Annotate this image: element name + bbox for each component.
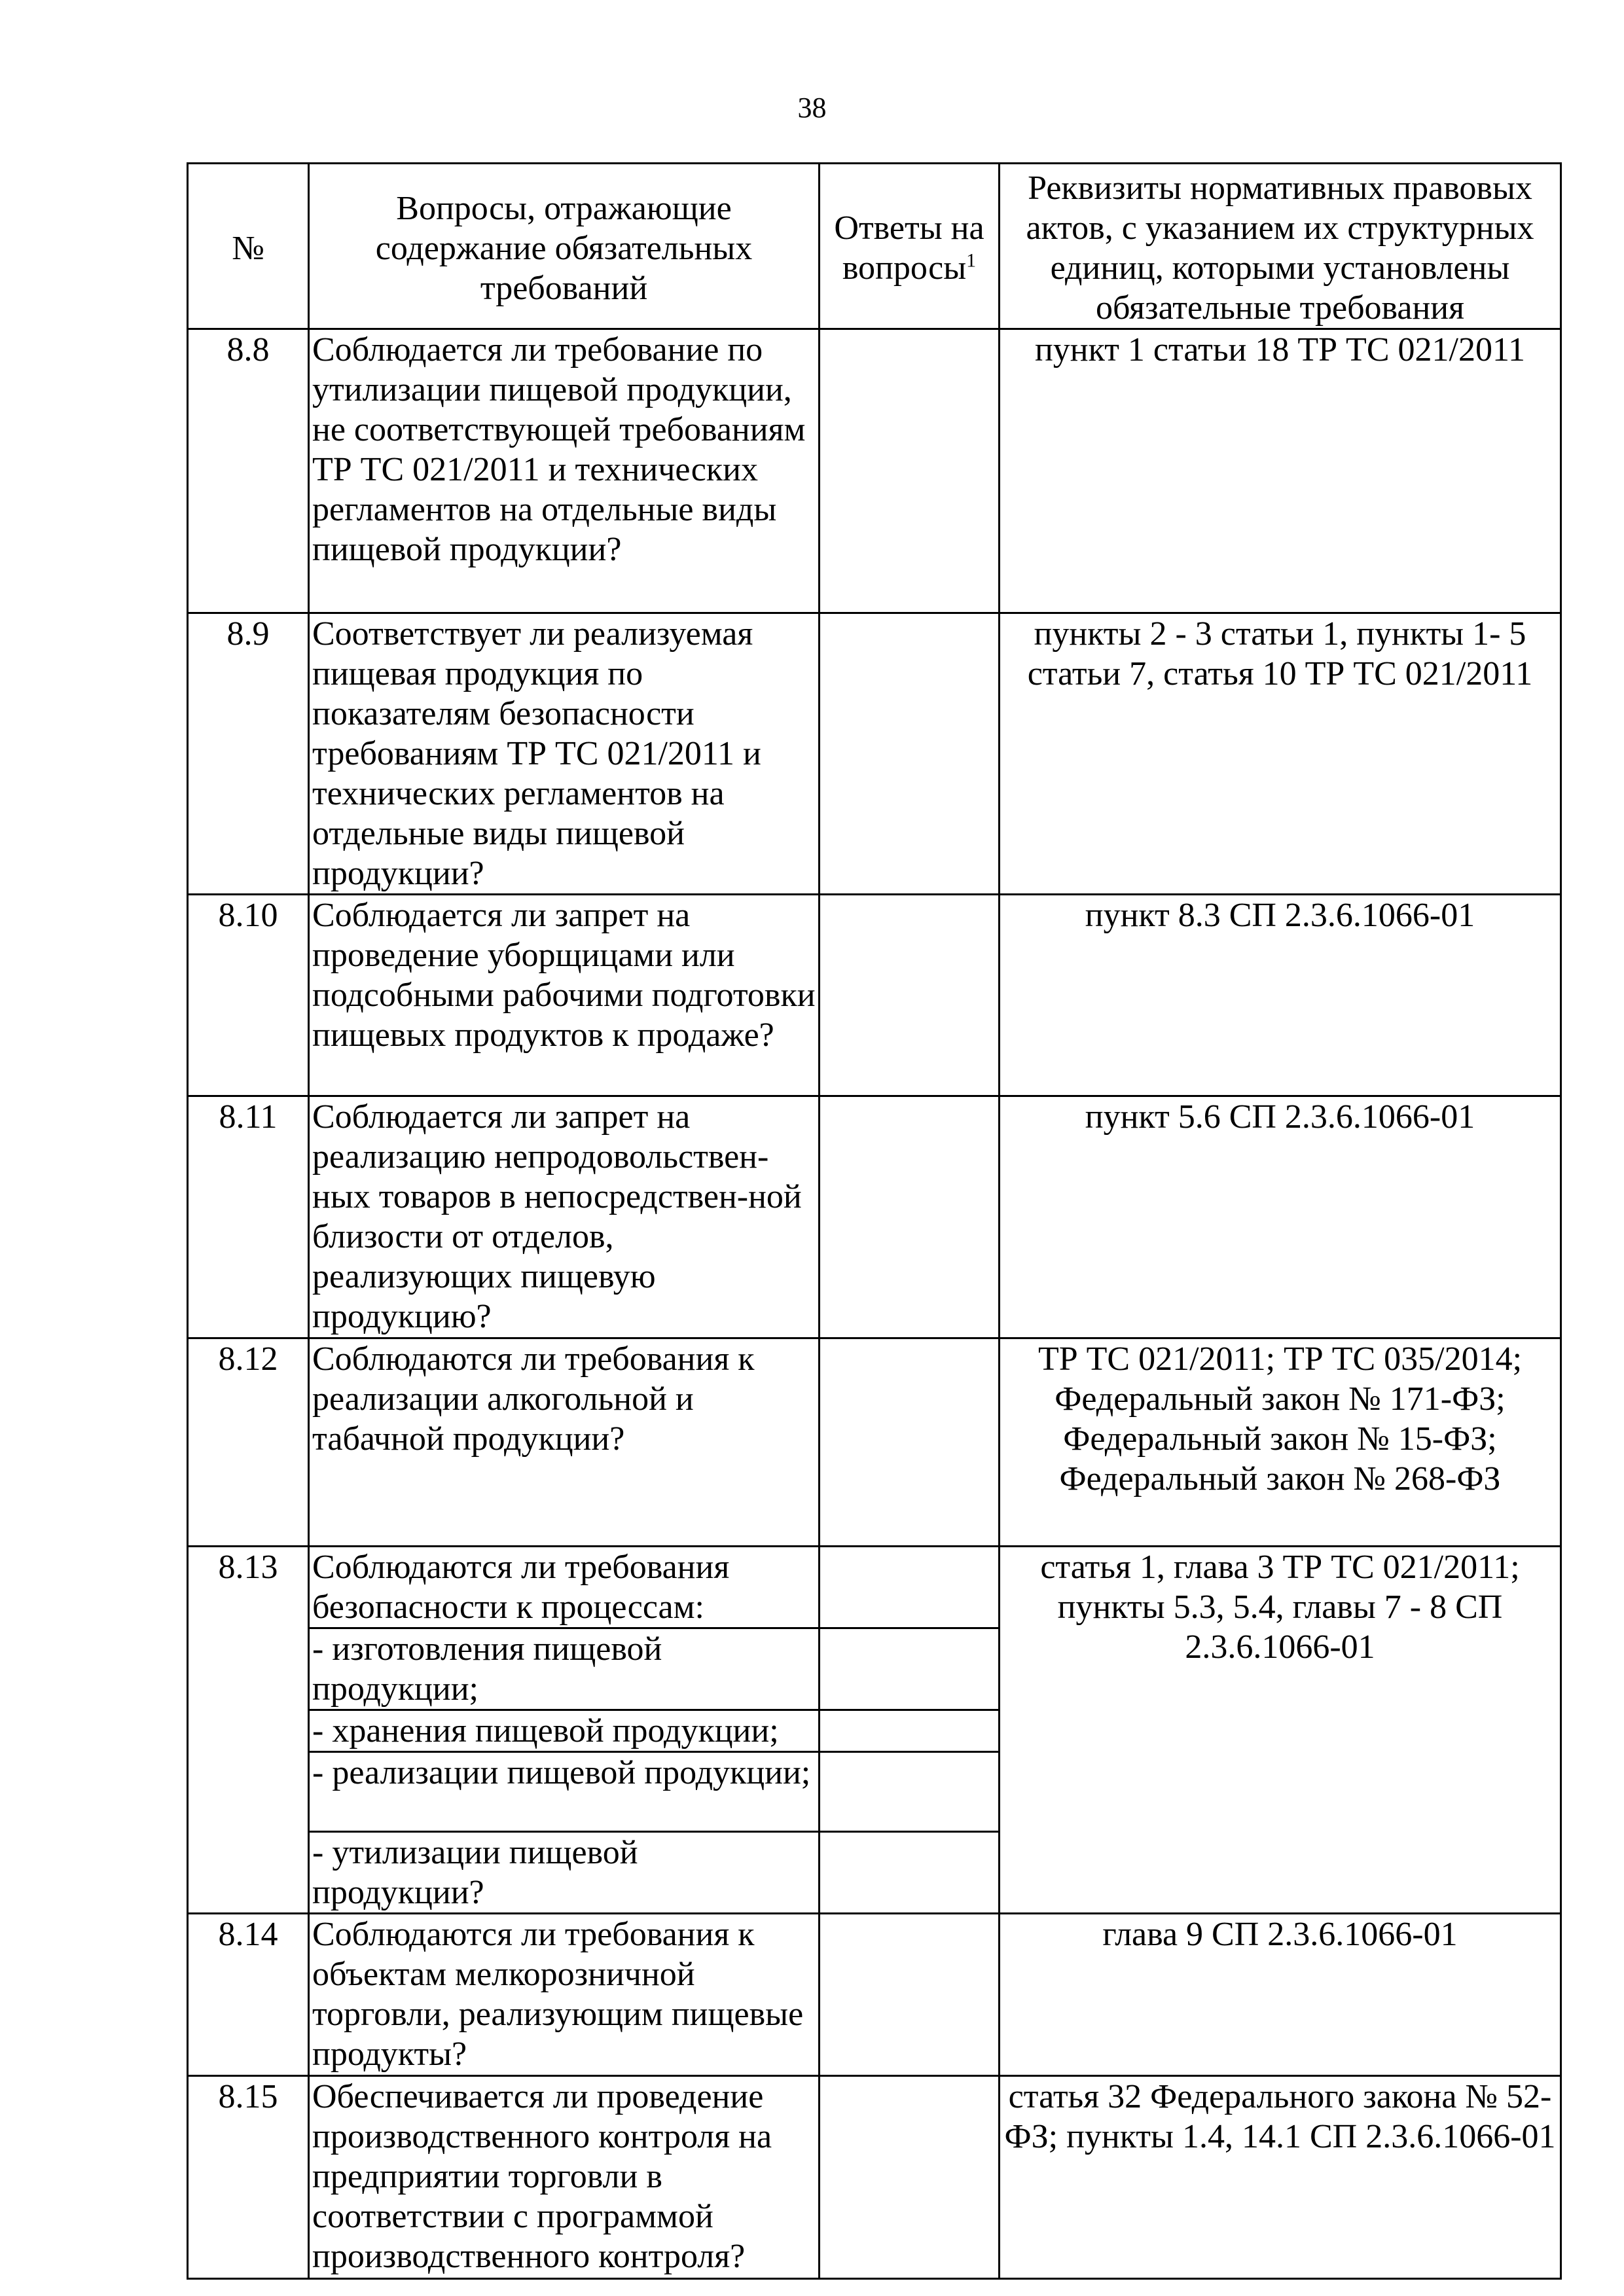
row-question: Соответствует ли реализуемая пищевая продукция по показателям безопасности требованиям ТР ТС 021/2011 и технических регламентов на отдельные виды пищевой продукции?: [309, 613, 820, 895]
row-reference: пункт 1 статьи 18 ТР ТС 021/2011: [1000, 329, 1561, 613]
row-number: 8.13: [188, 1547, 309, 1914]
row-reference: пункты 2 - 3 статьи 1, пункты 1- 5 статьи 7, статья 10 ТР ТС 021/2011: [1000, 613, 1561, 895]
answer-cell[interactable]: [820, 613, 1000, 895]
answer-cell[interactable]: [820, 1710, 1000, 1752]
answer-cell[interactable]: [820, 329, 1000, 613]
answer-cell[interactable]: [820, 1628, 1000, 1710]
header-answer-text: Ответы на вопросы: [834, 209, 984, 287]
table-row: [188, 1096, 1561, 1338]
header-reference: Реквизиты нормативных правовых актов, с указанием их структурных единиц, которыми установлены обязательные требования: [1000, 164, 1561, 329]
table-row: [188, 1338, 1561, 1547]
row-number: 8.9: [188, 613, 309, 895]
row-question: Соблюдается ли запрет на реализацию непродовольствен-ных товаров в непосредствен-ной близости от отделов, реализующих пищевую продукцию?: [309, 1096, 820, 1338]
row-number: 8.11: [188, 1096, 309, 1338]
row-question: Соблюдаются ли требования к реализации алкогольной и табачной продукции?: [309, 1338, 820, 1547]
row-subitem: - утилизации пищевой продукции?: [309, 1832, 820, 1914]
answer-cell[interactable]: [820, 1096, 1000, 1338]
header-question: Вопросы, отражающие содержание обязательных требований: [309, 164, 820, 329]
table-row: [188, 613, 1561, 895]
row-question: Обеспечивается ли проведение производственного контроля на предприятии торговли в соответствии с программой производственного контроля?: [309, 2076, 820, 2279]
row-number: 8.8: [188, 329, 309, 613]
row-reference: пункт 8.3 СП 2.3.6.1066-01: [1000, 895, 1561, 1096]
row-subitem: - изготовления пищевой продукции;: [309, 1628, 820, 1710]
table-row: [188, 1547, 1561, 1628]
row-reference: ТР ТС 021/2011; ТР ТС 035/2014; Федеральный закон № 171-ФЗ; Федеральный закон № 15-ФЗ; Федеральный закон № 268-ФЗ: [1000, 1338, 1561, 1547]
header-number: №: [188, 164, 309, 329]
answer-cell[interactable]: [820, 1338, 1000, 1547]
table-header-row: [188, 164, 1561, 329]
row-question: Соблюдается ли требование по утилизации пищевой продукции, не соответствующей требованиям ТР ТС 021/2011 и технических регламентов на отдельные виды пищевой продукции?: [309, 329, 820, 613]
row-question: Соблюдается ли запрет на проведение уборщицами или подсобными рабочими подготовки пищевых продуктов к продаже?: [309, 895, 820, 1096]
page-number: 38: [797, 92, 827, 124]
table-row: [188, 329, 1561, 613]
row-number: 8.12: [188, 1338, 309, 1547]
row-reference: статья 1, глава 3 ТР ТС 021/2011; пункты 5.3, 5.4, главы 7 - 8 СП 2.3.6.1066-01: [1000, 1547, 1561, 1914]
answer-cell[interactable]: [820, 1752, 1000, 1832]
header-answer-footnote: 1: [966, 249, 977, 272]
answer-cell[interactable]: [820, 1832, 1000, 1914]
answer-cell[interactable]: [820, 895, 1000, 1096]
answer-cell[interactable]: [820, 1914, 1000, 2076]
requirements-table: [187, 162, 1562, 2280]
header-answer: [820, 164, 1000, 329]
table-row: [188, 1914, 1561, 2076]
answer-cell[interactable]: [820, 1547, 1000, 1628]
row-reference: глава 9 СП 2.3.6.1066-01: [1000, 1914, 1561, 2076]
row-reference: статья 32 Федерального закона № 52-ФЗ; пункты 1.4, 14.1 СП 2.3.6.1066-01: [1000, 2076, 1561, 2279]
row-number: 8.10: [188, 895, 309, 1096]
answer-cell[interactable]: [820, 2076, 1000, 2279]
row-question: Соблюдаются ли требования безопасности к процессам:: [309, 1547, 820, 1628]
row-subitem: - реализации пищевой продукции;: [309, 1752, 820, 1832]
table-row: [188, 2076, 1561, 2279]
row-number: 8.14: [188, 1914, 309, 2076]
row-subitem: - хранения пищевой продукции;: [309, 1710, 820, 1752]
row-question: Соблюдаются ли требования к объектам мелкорозничной торговли, реализующим пищевые продукты?: [309, 1914, 820, 2076]
row-reference: пункт 5.6 СП 2.3.6.1066-01: [1000, 1096, 1561, 1338]
row-number: 8.15: [188, 2076, 309, 2279]
table-row: [188, 895, 1561, 1096]
